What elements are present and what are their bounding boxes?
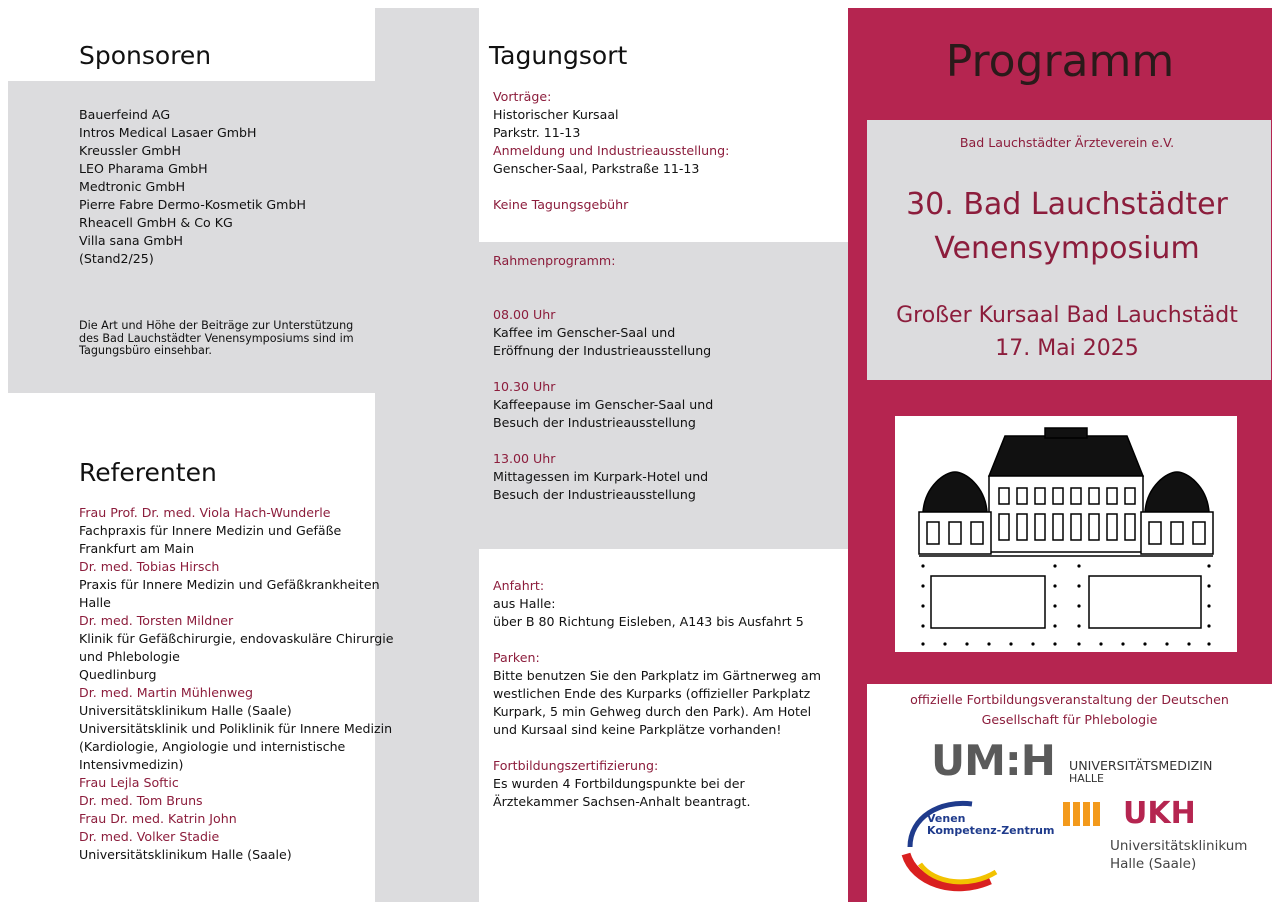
referent-affiliation: Universitätsklinikum Halle (Saale) — [79, 847, 292, 862]
cert-label: Fortbildungszertifizierung: — [493, 758, 659, 773]
referent-name: Frau Dr. med. Katrin John — [79, 811, 237, 826]
official-note: Gesellschaft für Phlebologie — [981, 712, 1158, 727]
note-line: Die Art und Höhe der Beiträge zur Unterstützung — [79, 319, 354, 332]
venen-logo — [900, 792, 1036, 892]
anmeldung-value: Genscher-Saal, Parkstraße 11-13 — [493, 161, 700, 176]
anfahrt-text: aus Halle: — [493, 596, 556, 611]
parken-label: Parken: — [493, 650, 540, 665]
building-drawing — [895, 416, 1237, 652]
sponsor-item: Intros Medical Lasaer GmbH — [79, 125, 257, 140]
referenten-heading: Referenten — [79, 458, 217, 487]
parken-text: und Kursaal sind keine Parkplätze vorhanden! — [493, 722, 782, 737]
rahmen-block — [493, 252, 713, 504]
referent-affiliation: Frankfurt am Main — [79, 541, 195, 556]
referent-affiliation: Halle — [79, 595, 111, 610]
sponsors-heading: Sponsoren — [79, 41, 212, 70]
sponsor-item: Kreussler GmbH — [79, 143, 181, 158]
sponsor-item: Pierre Fabre Dermo-Kosmetik GmbH — [79, 197, 306, 212]
venen-swoosh-icon — [900, 792, 1036, 892]
referent-affiliation: Universitätsklinik und Poliklinik für Innere Medizin — [79, 721, 393, 736]
event-location: Großer Kursaal Bad Lauchstädt — [896, 303, 1238, 328]
tagungsort-block — [493, 88, 729, 214]
sponsor-item: Villa sana GmbH — [79, 233, 184, 248]
anfahrt-label: Anfahrt: — [493, 578, 545, 593]
venue-line: Historischer Kursaal — [493, 107, 619, 122]
kursaal-illustration — [895, 416, 1237, 652]
referent-name: Frau Prof. Dr. med. Viola Hach-Wunderle — [79, 505, 331, 520]
venue-line: Parkstr. 11-13 — [493, 125, 581, 140]
referent-affiliation: und Phlebologie — [79, 649, 180, 664]
venen-logo-text: Venen — [927, 812, 966, 825]
referent-affiliation: (Kardiologie, Angiologie und internistische — [79, 739, 346, 754]
ukh-logo: UKH — [1123, 796, 1196, 831]
referent-name: Dr. med. Volker Stadie — [79, 829, 220, 844]
ukh-logo-text: Universitätsklinikum — [1110, 838, 1248, 854]
umh-logo: UM:H — [931, 736, 1055, 785]
parken-text: Bitte benutzen Sie den Parkplatz im Gärtnerweg am — [493, 668, 822, 683]
organizer: Bad Lauchstädter Ärzteverein e.V. — [959, 135, 1175, 150]
rahmen-text: Kaffeepause im Genscher-Saal und — [493, 397, 714, 412]
rahmen-text: Eröffnung der Industrieausstellung — [493, 343, 712, 358]
referent-affiliation: Klinik für Gefäßchirurgie, endovaskuläre Chirurgie — [79, 631, 394, 646]
cert-text: Es wurden 4 Fortbildungspunkte bei der — [493, 776, 745, 791]
rahmen-time: 13.00 Uhr — [493, 451, 556, 466]
referent-affiliation: Fachpraxis für Innere Medizin und Gefäße — [79, 523, 342, 538]
anfahrt-block — [493, 577, 821, 811]
sponsor-item: Bauerfeind AG — [79, 107, 171, 122]
note-line: des Bad Lauchstädter Venensymposiums sind im — [79, 331, 354, 345]
rahmen-text: Besuch der Industrieausstellung — [493, 415, 696, 430]
sponsor-item: Rheacell GmbH & Co KG — [79, 215, 233, 230]
referent-name: Dr. med. Tom Bruns — [79, 793, 203, 808]
ukh-logo-bars — [1063, 802, 1100, 830]
venen-logo-text: Kompetenz-Zentrum — [927, 824, 1055, 837]
fee-note: Keine Tagungsgebühr — [493, 197, 629, 212]
vortraege-label: Vorträge: — [493, 89, 552, 104]
sponsor-stand-note: (Stand2/25) — [79, 251, 154, 266]
rahmen-text: Kaffee im Genscher-Saal und — [493, 325, 676, 340]
rahmen-text: Besuch der Industrieausstellung — [493, 487, 696, 502]
rahmen-time: 10.30 Uhr — [493, 379, 556, 394]
note-line: Tagungsbüro einsehbar. — [79, 344, 212, 357]
umh-logo-text: HALLE — [1069, 772, 1105, 785]
referent-name: Dr. med. Tobias Hirsch — [79, 559, 220, 574]
rahmen-time: 08.00 Uhr — [493, 307, 556, 322]
umh-logo-text: UNIVERSITÄTSMEDIZIN — [1069, 758, 1213, 773]
referent-name: Frau Lejla Softic — [79, 775, 179, 790]
sponsor-list — [79, 106, 306, 268]
sponsor-item: Medtronic GmbH — [79, 179, 186, 194]
rahmen-text: Mittagessen im Kurpark-Hotel und — [493, 469, 709, 484]
logo-panel — [867, 684, 1272, 902]
referent-affiliation: Praxis für Innere Medizin und Gefäßkrankheiten — [79, 577, 380, 592]
sponsor-item: LEO Pharama GmbH — [79, 161, 208, 176]
anfahrt-text: über B 80 Richtung Eisleben, A143 bis Ausfahrt 5 — [493, 614, 804, 629]
referent-affiliation: Intensivmedizin) — [79, 757, 184, 772]
parken-text: Kurpark, 5 min Gehweg durch den Park). Am Hotel — [493, 704, 812, 719]
sponsor-support-note — [79, 320, 354, 358]
event-info-box — [867, 120, 1271, 380]
anmeldung-label: Anmeldung und Industrieausstellung: — [493, 143, 730, 158]
referent-name: Dr. med. Martin Mühlenweg — [79, 685, 254, 700]
event-date: 17. Mai 2025 — [995, 336, 1139, 361]
referenten-list — [79, 504, 394, 864]
cert-text: Ärztekammer Sachsen-Anhalt beantragt. — [493, 794, 751, 809]
parken-text: westlichen Ende des Kurparks (offizieller Parkplatz — [493, 686, 811, 701]
referent-name: Dr. med. Torsten Mildner — [79, 613, 234, 628]
event-title-line: 30. Bad Lauchstädter — [906, 187, 1228, 222]
official-note: offizielle Fortbildungsveranstaltung der Deutschen — [910, 692, 1229, 707]
ukh-logo-text: Halle (Saale) — [1110, 856, 1197, 872]
rahmen-label: Rahmenprogramm: — [493, 253, 616, 268]
tagungsort-heading: Tagungsort — [489, 41, 628, 70]
referent-affiliation: Universitätsklinikum Halle (Saale) — [79, 703, 292, 718]
referent-affiliation: Quedlinburg — [79, 667, 157, 682]
event-title-line: Venensymposium — [934, 231, 1200, 266]
cover-title: Programm — [945, 36, 1175, 87]
